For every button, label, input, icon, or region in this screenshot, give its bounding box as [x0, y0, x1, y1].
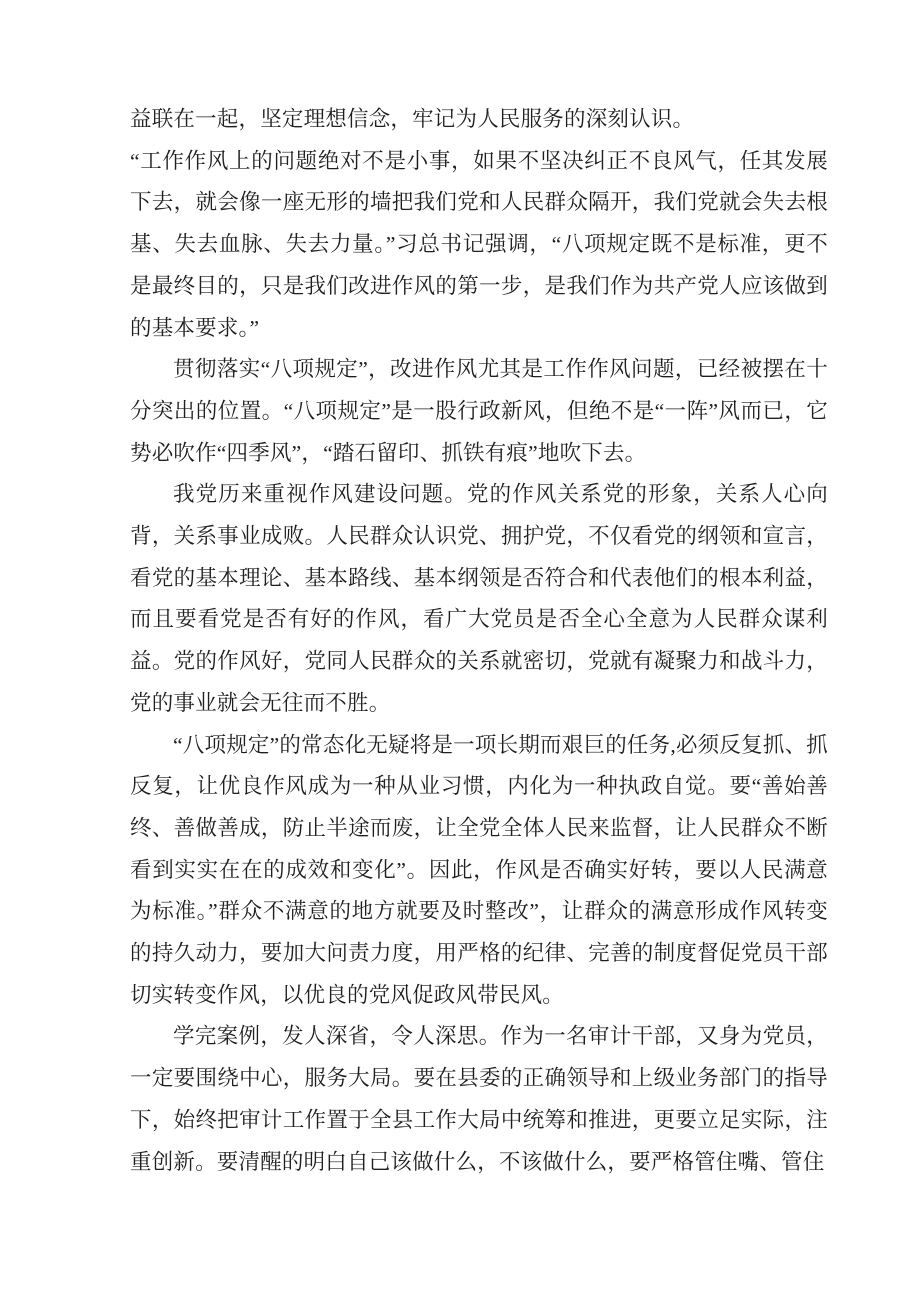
paragraph: 贯彻落实“八项规定”，改进作风尤其是工作作风问题，已经被摆在十分突出的位置。“八项规定”是一股行政新风，但绝不是“一阵”风而已，它势必吹作“四季风”，“踏石留印、抓铁有痕”地吹下去。 [130, 357, 828, 465]
paragraph: “八项规定”的常态化无疑将是一项长期而艰巨的任务,必须反复抓、抓反复，让优良作风成为一种从业习惯，内化为一种执政自觉。要“善始善终、善做善成，防止半途而废，让全党全体人民来监督，让人民群众不断看到实实在在的成效和变化”。因此，作风是否确实好转，要以人民满意为标准。”群众不满意的地方就要及时整改”，让群众的满意形成作风转变的持久动力，要加大问责力度，用严格的纪律、完善的制度督促党员干部切实转变作风，以优良的党风促政风带民风。 [130, 732, 828, 1007]
paragraph: 我党历来重视作风建设问题。党的作风关系党的形象，关系人心向背，关系事业成败。人民群众认识党、拥护党，不仅看党的纲领和宣言，看党的基本理论、基本路线、基本纲领是否符合和代表他们的根本利益，而且要看党是否有好的作风，看广大党员是否全心全意为人民群众谋利益。党的作风好，党同人民群众的关系就密切，党就有凝聚力和战斗力，党的事业就会无往而不胜。 [130, 482, 828, 715]
document-text-area [130, 99, 828, 1183]
paragraph-quote: “工作作风上的问题绝对不是小事，如果不坚决纠正不良风气，任其发展下去，就会像一座无形的墙把我们党和人民群众隔开，我们党就会失去根基、失去血脉、失去力量。”习总书记强调，“八项规定既不是标准，更不是最终目的，只是我们改进作风的第一步，是我们作为共产党人应该做到的基本要求。” [130, 148, 828, 340]
paragraph: 学完案例，发人深省，令人深思。作为一名审计干部，又身为党员，一定要围绕中心，服务大局。要在县委的正确领导和上级业务部门的指导下，始终把审计工作置于全县工作大局中统筹和推进，更要立足实际，注重创新。要清醒的明白自己该做什么，不该做什么，要严格管住嘴、管住 [130, 1024, 828, 1174]
paragraph-continuation: 益联在一起，坚定理想信念，牢记为人民服务的深刻认识。 [130, 107, 695, 131]
